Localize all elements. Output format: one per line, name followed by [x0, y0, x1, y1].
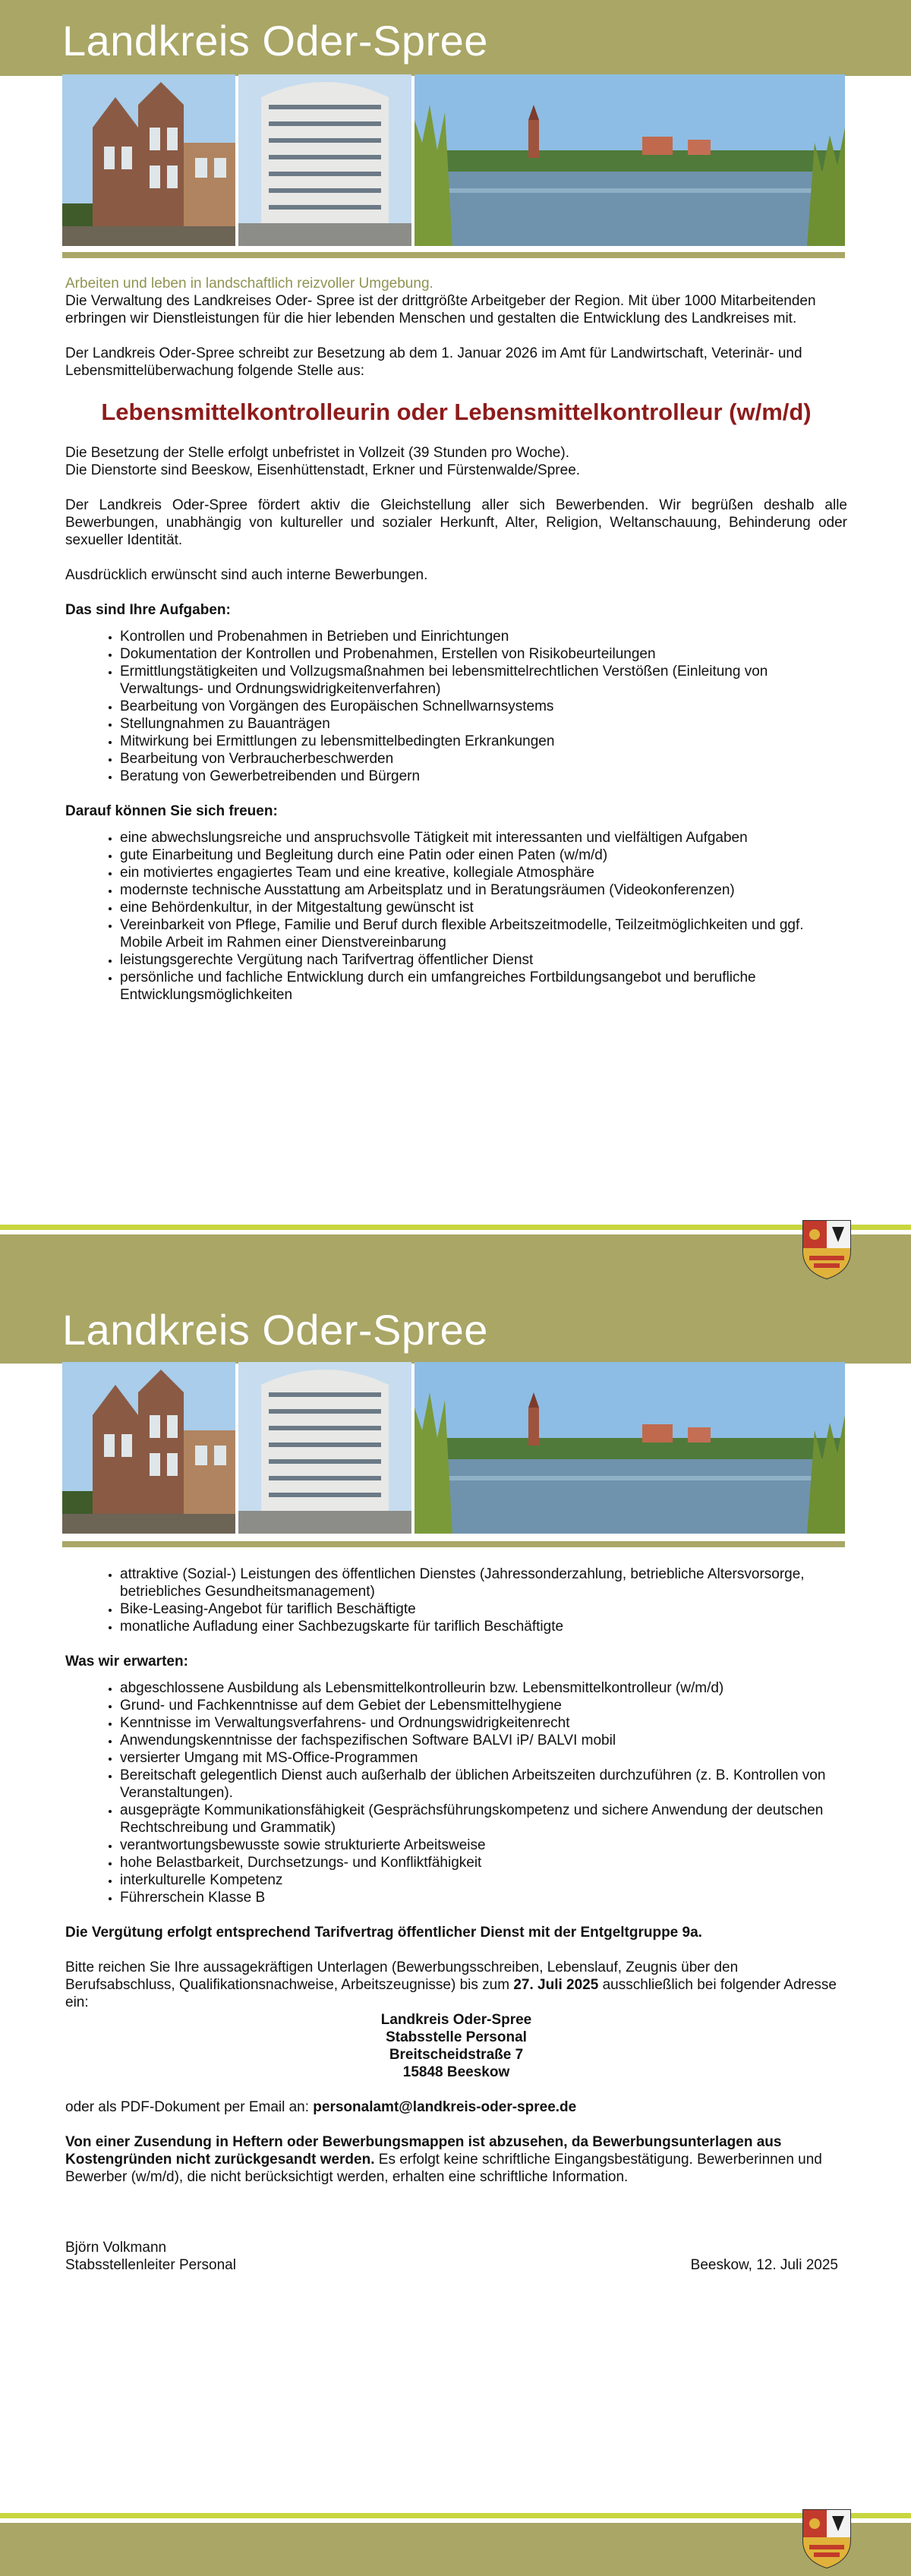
return-notice-bold: Von einer Zusendung in Heftern oder Bewerbungsmappen ist abzusehen, da Bewerbungsunterlagen aus Kostengründen nicht zurückgesandt werden. [65, 2134, 782, 2168]
tasks-list [65, 628, 847, 785]
address-line: Stabsstelle Personal [386, 2029, 527, 2045]
email-prefix: oder als PDF-Dokument per Email an: [65, 2099, 314, 2115]
benefits-list-continued [65, 1565, 847, 1635]
address-line: Breitscheidstraße 7 [389, 2047, 524, 2063]
announcement-text: Der Landkreis Oder-Spree schreibt zur Besetzung ab dem 1. Januar 2026 im Amt für Landwirtschaft, Veterinär- und Lebensmittelüberwachung folgende Stelle aus: [65, 345, 802, 379]
list-item: • Dokumentation der Kontrollen und Probenahmen, Erstellen von Risikobeurteilungen [120, 645, 847, 663]
list-item: • modernste technische Ausstattung am Arbeitsplatz und in Beratungsräumen (Videokonferenzen) [120, 881, 847, 899]
list-item: • abgeschlossene Ausbildung als Lebensmittelkontrolleurin bzw. Lebensmittelkontrolleur (w/m/d) [120, 1679, 847, 1697]
footer-band [0, 1234, 911, 1288]
application-text-end: ausschließlich bei folgender Adresse ein: [65, 1977, 837, 2010]
return-notice [65, 2133, 847, 2186]
photo-brick-building [62, 74, 235, 246]
requirements-list [65, 1679, 847, 1906]
list-item: • gute Einarbeitung und Begleitung durch eine Patin oder einen Paten (w/m/d) [120, 847, 847, 864]
photo-brick-building [62, 1362, 235, 1534]
page-2 [0, 1288, 911, 2576]
list-item: • Grund- und Fachkenntnisse auf dem Gebiet der Lebensmittelhygiene [120, 1697, 847, 1714]
photo-round-tower [238, 1362, 411, 1534]
list-item: • eine abwechslungsreiche und anspruchsvolle Tätigkeit mit interessanten und vielfältigen Aufgaben [120, 829, 847, 847]
job-title: Lebensmittelkontrolleurin oder Lebensmittelkontrolleur (w/m/d) [101, 399, 812, 425]
photo-lake-town [415, 74, 845, 246]
tasks-heading: Das sind Ihre Aufgaben: [65, 602, 231, 618]
list-item: • Bereitschaft gelegentlich Dienst auch außerhalb der üblichen Arbeitszeiten durchzuführen (z. B. Kontrollen von Veranstaltungen). [120, 1767, 847, 1802]
list-item: • verantwortungsbewusste sowie strukturierte Arbeitsweise [120, 1837, 847, 1854]
footer-accent-line [0, 1225, 911, 1230]
list-item: • attraktive (Sozial-) Leistungen des öffentlichen Dienstes (Jahressonderzahlung, betriebliche Altersvorsorge, betriebliches Gesundheitsmanagement) [120, 1565, 847, 1600]
list-item: • Anwendungskenntnisse der fachspezifischen Software BALVI iP/ BALVI mobil [120, 1732, 847, 1749]
header-title: Landkreis Oder-Spree [62, 17, 488, 65]
email-instructions [65, 2098, 847, 2116]
work-locations: Die Dienstorte sind Beeskow, Eisenhüttenstadt, Erkner und Fürstenwalde/Spree. [65, 462, 581, 478]
list-item: • Bearbeitung von Verbraucherbeschwerden [120, 750, 847, 768]
footer-band [0, 2523, 911, 2576]
signer-name: Björn Volkmann [65, 2240, 167, 2256]
list-item: • Beratung von Gewerbetreibenden und Bürgern [120, 768, 847, 785]
equality-statement: Der Landkreis Oder-Spree fördert aktiv die Gleichstellung aller sich Bewerbenden. Wir begrüßen deshalb alle Bewerbungen, unabhängig von kultureller und sozialer Herkunft, Alter, Religion, Weltanschauung, Behinderung oder sexueller Identität. [65, 497, 847, 548]
page2-body [65, 1565, 847, 2274]
coat-of-arms-icon [800, 1218, 853, 1280]
internal-applications-note: Ausdrücklich erwünscht sind auch interne Bewerbungen. [65, 567, 428, 583]
address-line: Landkreis Oder-Spree [380, 2012, 532, 2028]
tagline: Arbeiten und leben in landschaftlich reizvoller Umgebung. [65, 276, 433, 292]
signer-role: Stabsstellenleiter Personal [65, 2257, 236, 2273]
signer [65, 2239, 236, 2274]
header-divider [62, 252, 845, 258]
list-item: • persönliche und fachliche Entwicklung durch ein umfangreiches Fortbildungsangebot und berufliche Entwicklungsmöglichkeiten [120, 969, 847, 1004]
coat-of-arms-icon [800, 2507, 853, 2569]
list-item: • Kontrollen und Probenahmen in Betrieben und Einrichtungen [120, 628, 847, 645]
list-item: • leistungsgerechte Vergütung nach Tarifvertrag öffentlicher Dienst [120, 951, 847, 969]
header-title: Landkreis Oder-Spree [62, 1306, 488, 1354]
list-item: • ausgeprägte Kommunikationsfähigkeit (Gesprächsführungskompetenz und sichere Anwendung der deutschen Rechtschreibung und Grammatik) [120, 1802, 847, 1837]
photo-lake-town [415, 1362, 845, 1534]
footer-accent-line [0, 2513, 911, 2518]
application-instructions [65, 1959, 847, 2011]
signature-block [65, 2239, 847, 2274]
header-divider [62, 1541, 845, 1547]
list-item: • Stellungnahmen zu Bauanträgen [120, 715, 847, 733]
place-and-date: Beeskow, 12. Juli 2025 [690, 2257, 838, 2273]
list-item: • Kenntnisse im Verwaltungsverfahrens- und Ordnungswidrigkeitenrecht [120, 1714, 847, 1732]
photo-round-tower [238, 74, 411, 246]
email-address-link[interactable]: personalamt@landkreis-oder-spree.de [313, 2099, 577, 2115]
list-item: • ein motiviertes engagiertes Team und eine kreative, kollegiale Atmosphäre [120, 864, 847, 881]
list-item: • interkulturelle Kompetenz [120, 1871, 847, 1889]
list-item: • hohe Belastbarkeit, Durchsetzungs- und Konfliktfähigkeit [120, 1854, 847, 1871]
list-item: • versierter Umgang mit MS-Office-Programmen [120, 1749, 847, 1767]
benefits-list [65, 829, 847, 1004]
postal-address [65, 2011, 847, 2081]
list-item: • Führerschein Klasse B [120, 1889, 847, 1906]
list-item: • Mitwirkung bei Ermittlungen zu lebensmittelbedingten Erkrankungen [120, 733, 847, 750]
list-item: • Bearbeitung von Vorgängen des Europäischen Schnellwarnsystems [120, 698, 847, 715]
list-item: • Bike-Leasing-Angebot für tariflich Beschäftigte [120, 1600, 847, 1618]
header-photo-strip [62, 1362, 845, 1534]
intro-text: Die Verwaltung des Landkreises Oder- Spree ist der drittgrößte Arbeitgeber der Region. Mit über 1000 Mitarbeitenden erbringen wir Dienstleistungen für die hier lebenden Menschen und gestalten die Entwicklung des Landkreises mit. [65, 293, 816, 326]
return-notice-text: Es erfolgt keine schriftliche Eingangsbestätigung. Bewerberinnen und Bewerber (w/m/d), die nicht berücksichtigt werden, erhalten eine schriftliche Information. [65, 2152, 822, 2185]
list-item: • Ermittlungstätigkeiten und Vollzugsmaßnahmen bei lebensmittelrechtlichen Verstößen (Einleitung von Verwaltungs- und Ordnungswidrigkeitenverfahren) [120, 663, 847, 698]
list-item: • Vereinbarkeit von Pflege, Familie und Beruf durch flexible Arbeitszeitmodelle, Teilzeitmöglichkeiten und ggf. Mobile Arbeit im Rahmen einer Dienstvereinbarung [120, 916, 847, 951]
requirements-heading: Was wir erwarten: [65, 1654, 188, 1670]
benefits-heading: Darauf können Sie sich freuen: [65, 803, 278, 819]
pay-grade-statement: Die Vergütung erfolgt entsprechend Tarifvertrag öffentlicher Dienst mit der Entgeltgruppe 9a. [65, 1925, 702, 1941]
application-text: Bitte reichen Sie Ihre aussagekräftigen Unterlagen (Bewerbungsschreiben, Lebenslauf, Zeugnis über den Berufsabschluss, Qualifikationsnachweise, Arbeitszeugnisse) bis zum [65, 1960, 739, 1993]
employment-terms: Die Besetzung der Stelle erfolgt unbefristet in Vollzeit (39 Stunden pro Woche). [65, 445, 569, 461]
list-item: • monatliche Aufladung einer Sachbezugskarte für tariflich Beschäftigte [120, 1618, 847, 1635]
list-item: • eine Behördenkultur, in der Mitgestaltung gewünscht ist [120, 899, 847, 916]
application-deadline: 27. Juli 2025 [513, 1977, 599, 1993]
header-photo-strip [62, 74, 845, 246]
address-line: 15848 Beeskow [402, 2064, 510, 2080]
page1-body [65, 275, 847, 1021]
